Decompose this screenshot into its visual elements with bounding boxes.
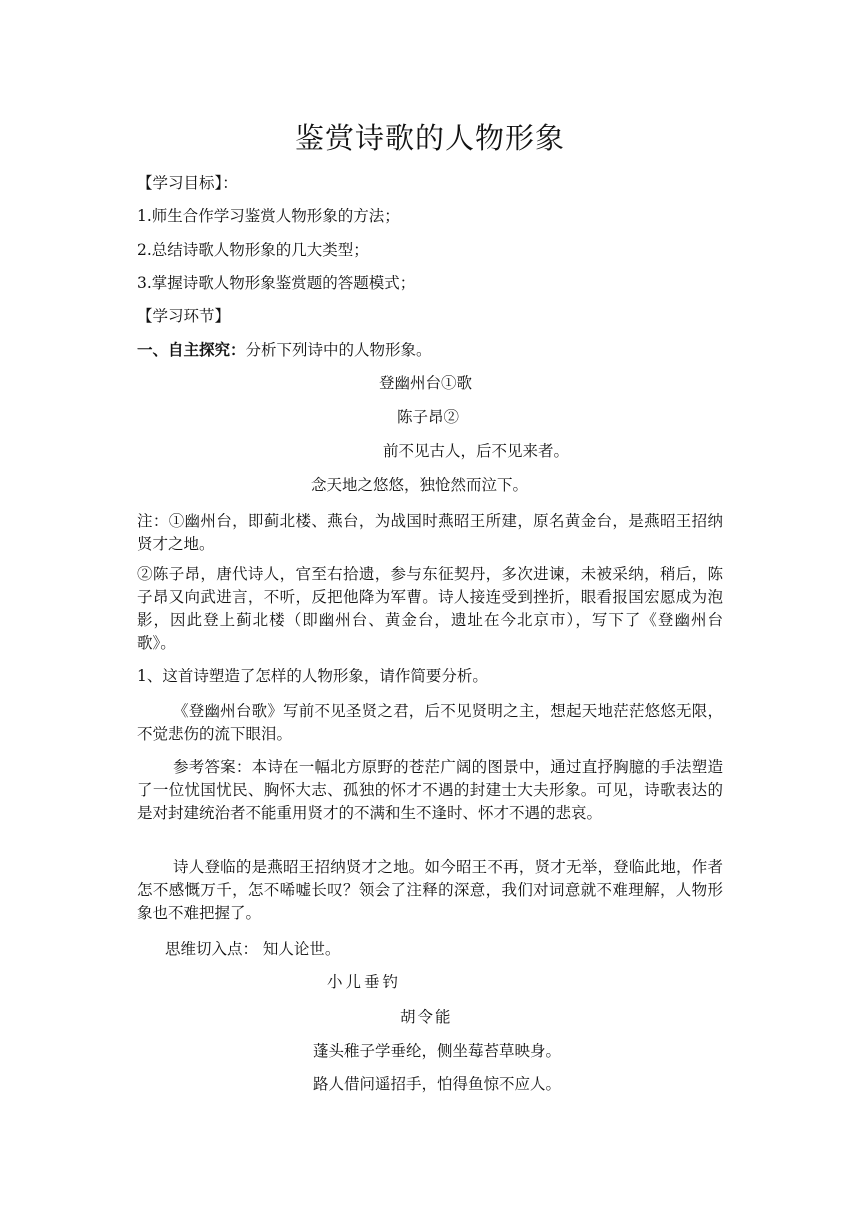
thinking-point: 思维切入点： 知人论世。 [165, 940, 341, 958]
steps-heading: 【学习环节】 [137, 307, 231, 325]
section1-label: 一、自主探究： [137, 340, 246, 359]
objective-item-1: 1.师生合作学习鉴赏人物形象的方法； [137, 207, 400, 225]
poem2-line-2: 路人借问遥招手，怕得鱼惊不应人。 [313, 1075, 562, 1093]
analysis-paragraph: 诗人登临的是燕昭王招纳贤才之地。如今昭王不再，贤才无举，登临此地，作者怎不感慨万千，怎不唏嘘长叹？领会了注释的深意，我们对词意就不难理解，人物形象也不难把握了。 [137, 858, 723, 922]
poem1-line-1: 前不见古人，后不见来者。 [383, 442, 570, 460]
page-title: 鉴赏诗歌的人物形象 [294, 121, 565, 155]
reference-answer: 参考答案：本诗在一幅北方原野的苍茫广阔的图景中，通过直抒胸臆的手法塑造了一位忧国忧民、胸怀大志、孤独的怀才不遇的封建士大夫形象。可见，诗歌表达的是对封建统治者不能重用贤才的不满和生不逢时、怀才不遇的悲哀。 [137, 758, 723, 822]
note-1: 注：①幽州台，即蓟北楼、燕台，为战国时燕昭王所建，原名黄金台，是燕昭王招纳贤才之地。 [137, 512, 723, 553]
poem2-title: 小儿垂钓 [327, 973, 402, 991]
section1-line [137, 340, 432, 360]
objectives-heading: 【学习目标】： [137, 174, 238, 192]
poem2-author: 胡令能 [400, 1008, 453, 1026]
student-answer: 《登幽州台歌》写前不见圣贤之君，后不见贤明之主，想起天地茫茫悠悠无限，不觉悲伤的流下眼泪。 [137, 702, 723, 743]
section1-text: 分析下列诗中的人物形象。 [245, 341, 432, 359]
objective-item-2: 2.总结诗歌人物形象的几大类型； [137, 241, 369, 259]
poem1-line-2: 念天地之悠悠，独怆然而泣下。 [311, 476, 529, 494]
objective-item-3: 3.掌握诗歌人物形象鉴赏题的答题模式； [137, 274, 416, 292]
note-2: ②陈子昂，唐代诗人，官至右拾遗，参与东征契丹，多次进谏，未被采纳，稍后，陈子昂又向武进言，不听，反把他降为军曹。诗人接连受到挫折，眼看报国宏愿成为泡影，因此登上蓟北楼（即幽州台、黄金台，遗址在今北京市），写下了《登幽州台歌》。 [137, 565, 723, 652]
poem2-line-1: 蓬头稚子学垂纶，侧坐莓苔草映身。 [313, 1042, 562, 1060]
question-1: 1、这首诗塑造了怎样的人物形象，请作简要分析。 [137, 667, 488, 685]
poem1-author: 陈子昂② [397, 408, 460, 426]
poem1-title: 登幽州台①歌 [379, 374, 473, 392]
